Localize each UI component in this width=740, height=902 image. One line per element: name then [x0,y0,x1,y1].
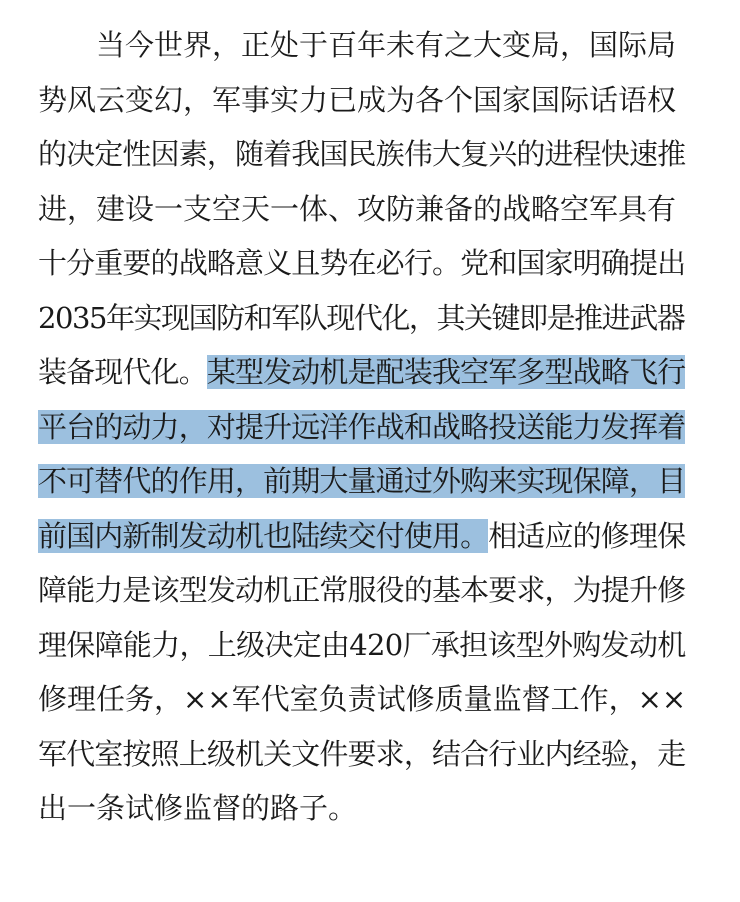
text-segment: 十分重要的战略意义且势在必行。党和国家明确提出 [38,246,686,280]
text-line [38,298,686,338]
text-segment: 进，建设一支空天一体、攻防兼备的战略空军具有 [38,191,677,226]
text-segment: 装备现代化。 [38,355,207,389]
text-line [96,25,686,65]
text-line [38,625,686,665]
text-line [38,189,686,229]
highlighted-text: 平台的动力，对提升远洋作战和战略投送能力发挥着 [38,409,686,444]
text-line [38,570,686,610]
text-line [38,80,686,120]
text-line [38,461,686,501]
text-segment: 势风云变幻，军事实力已成为各个国家国际话语权 [38,82,677,117]
text-line [38,679,686,719]
text-line [38,407,686,447]
text-segment: 出一条试修监督的路子。 [38,791,358,825]
text-line [38,243,686,283]
text-segment: 的决定性因素，随着我国民族伟大复兴的进程快速推 [38,137,686,171]
text-line [38,516,686,556]
highlighted-text: 不可替代的作用，前期大量通过外购来实现保障，目 [38,464,686,498]
text-line [38,352,686,392]
text-segment: 当今世界，正处于百年未有之大变局，国际局 [96,28,677,62]
text-line [38,734,686,774]
highlighted-text: 前国内新制发动机也陆续交付使用。 [38,518,489,553]
text-line [38,788,686,828]
text-segment: 军代室按照上级机关文件要求，结合行业内经验，走 [38,736,686,771]
text-line [38,134,686,174]
text-segment: 修理任务，××军代室负责试修质量监督工作，×× [38,682,687,716]
highlighted-text: 某型发动机是配装我空军多型战略飞行 [206,355,686,389]
text-segment: 2035年实现国防和军队现代化，其关键即是推进武器 [38,300,685,335]
text-segment: 相适应的修理保 [488,518,686,553]
text-segment: 理保障能力，上级决定由420厂承担该型外购发动机 [38,627,686,662]
text-segment: 障能力是该型发动机正常服役的基本要求，为提升修 [38,573,686,607]
